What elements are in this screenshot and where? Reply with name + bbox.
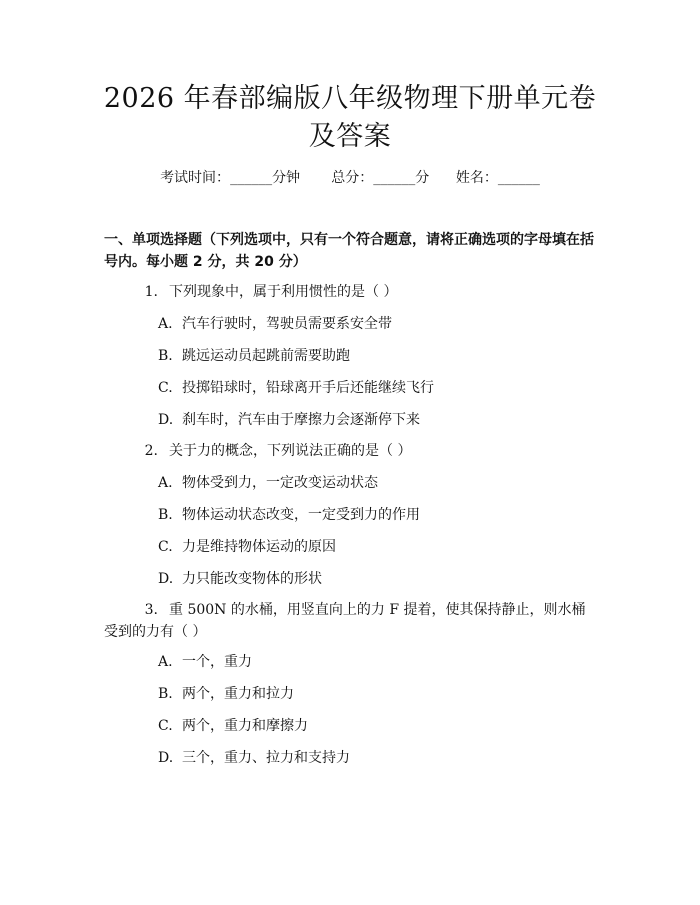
section-heading: 一、单项选择题（下列选项中，只有一个符合题意，请将正确选项的字母填在括号内。每小题 2 分，共 20 分）	[104, 232, 594, 270]
question-number: 2.	[144, 443, 158, 459]
option-letter: B.	[158, 507, 173, 523]
option-text: 两个，重力和摩擦力	[182, 718, 308, 734]
score-unit: 分	[415, 170, 430, 186]
option-letter: C.	[158, 718, 173, 734]
option-letter: A.	[158, 654, 173, 670]
score-blank: ______	[373, 170, 416, 186]
option-text: 汽车行驶时，驾驶员需要系安全带	[182, 316, 392, 332]
question-3	[104, 599, 599, 643]
option-2d	[158, 568, 322, 590]
option-1a	[158, 313, 392, 335]
option-letter: A.	[158, 316, 173, 332]
option-text: 跳远运动员起跳前需要助跑	[182, 348, 350, 364]
option-1d	[158, 409, 420, 431]
option-letter: D.	[158, 750, 174, 766]
option-letter: D.	[158, 571, 174, 587]
exam-meta-line	[0, 168, 700, 188]
option-1b	[158, 345, 350, 367]
option-letter: D.	[158, 412, 174, 428]
option-text: 刹车时，汽车由于摩擦力会逐渐停下来	[182, 412, 420, 428]
option-letter: B.	[158, 686, 173, 702]
page-title: 2026 年春部编版八年级物理下册单元卷及答案	[103, 83, 597, 152]
question-text: 重 500N 的水桶，用竖直向上的力 F 提着，使其保持静止，则水桶受到的力有（ ）	[104, 602, 586, 640]
score-label: 总分：	[331, 170, 374, 186]
option-letter: B.	[158, 348, 173, 364]
option-text: 投掷铅球时，铅球离开手后还能继续飞行	[182, 380, 434, 396]
option-3c	[158, 715, 308, 737]
option-text: 物体受到力，一定改变运动状态	[182, 475, 378, 491]
option-1c	[158, 377, 434, 399]
option-text: 力只能改变物体的形状	[182, 571, 322, 587]
option-letter: A.	[158, 475, 173, 491]
question-number: 3.	[144, 602, 158, 618]
exam-time-label: 考试时间：	[160, 170, 231, 186]
name-blank: ______	[497, 170, 540, 186]
question-number: 1.	[144, 284, 158, 300]
option-text: 力是维持物体运动的原因	[182, 539, 336, 555]
option-text: 一个，重力	[182, 654, 252, 670]
option-3b	[158, 683, 294, 705]
option-2c	[158, 536, 336, 558]
exam-time-unit: 分钟	[272, 170, 301, 186]
question-text: 关于力的概念，下列说法正确的是（ ）	[169, 443, 412, 459]
option-text: 物体运动状态改变，一定受到力的作用	[182, 507, 420, 523]
question-1	[104, 281, 599, 303]
option-letter: C.	[158, 539, 173, 555]
question-text: 下列现象中，属于利用惯性的是（ ）	[169, 284, 398, 300]
option-text: 三个，重力、拉力和支持力	[182, 750, 350, 766]
option-2b	[158, 504, 420, 526]
question-2	[104, 440, 599, 462]
name-label: 姓名：	[455, 170, 498, 186]
option-3a	[158, 651, 252, 673]
option-letter: C.	[158, 380, 173, 396]
option-2a	[158, 472, 378, 494]
option-3d	[158, 747, 350, 769]
exam-time-blank: ______	[230, 170, 273, 186]
option-text: 两个，重力和拉力	[182, 686, 294, 702]
